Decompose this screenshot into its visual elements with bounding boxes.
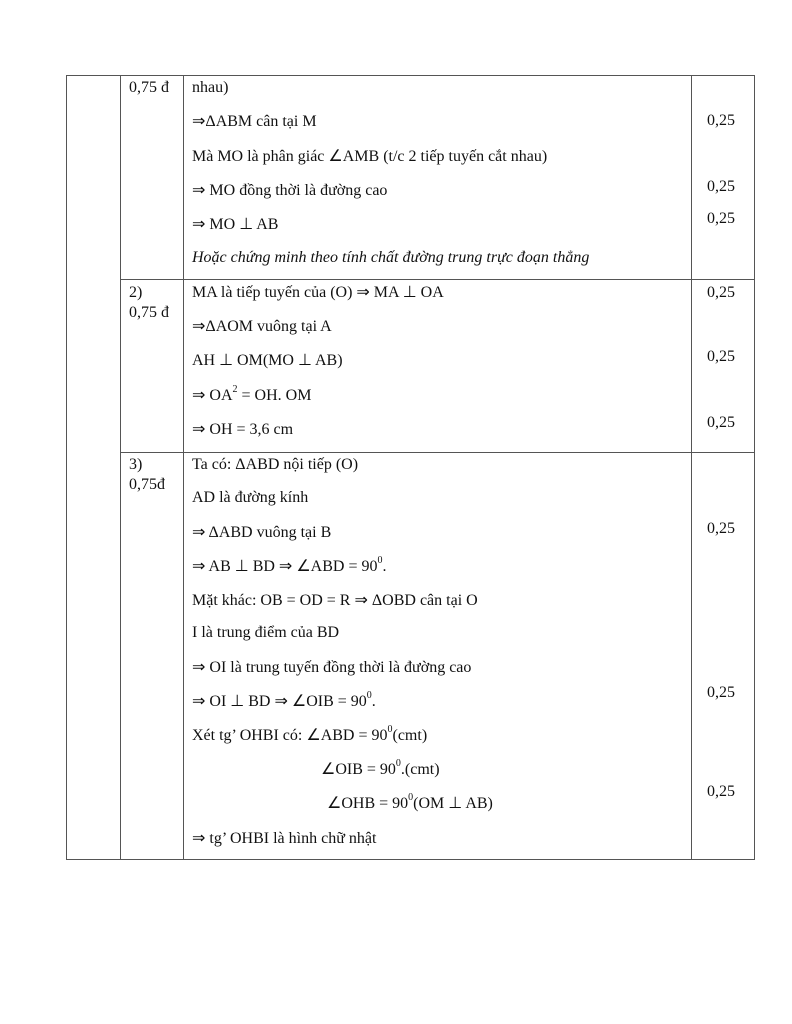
score: 0,25 [707,284,735,301]
score: 0,25 [707,684,735,701]
solution-line: MA là tiếp tuyến của (O) ⇒ MA ⊥ OA [192,284,444,301]
superscript: 0 [408,791,414,803]
part-label: 3) [129,456,143,473]
part-label: 0,75 đ [129,79,169,96]
solution-line [192,554,387,577]
solution-line: ⇒ MO đồng thời là đường cao [192,182,388,199]
column-divider [120,76,121,859]
solution-line: ⇒ OH = 3,6 cm [192,421,294,438]
answer-table [66,75,755,860]
score: 0,25 [707,210,735,227]
superscript: 0 [377,554,383,566]
solution-line: AH ⊥ OM(MO ⊥ AB) [192,352,343,369]
solution-text: ⇒ AB ⊥ BD ⇒ ∠ABD = 90 [192,558,378,575]
solution-text: (cmt) [392,727,428,744]
superscript: 0 [387,723,393,735]
score: 0,25 [707,178,735,195]
score: 0,25 [707,348,735,365]
part-label: 2) [129,284,143,301]
solution-line [327,791,493,814]
score: 0,25 [707,520,735,537]
row-divider [120,452,754,453]
solution-text: .(cmt) [400,761,440,778]
solution-line: ⇒ ΔABD vuông tại B [192,524,332,541]
solution-line: AD là đường kính [192,489,309,506]
solution-line: ⇒ tg’ OHBI là hình chữ nhật [192,830,377,847]
solution-text: . [382,558,387,575]
solution-line: Ta có: ΔABD nội tiếp (O) [192,456,359,473]
solution-text: ⇒ OI ⊥ BD ⇒ ∠OIB = 90 [192,693,367,710]
solution-line [192,689,376,712]
part-label: 0,75 đ [129,304,169,321]
solution-line [192,723,428,746]
solution-line: ⇒ΔABM cân tại M [192,113,317,130]
score: 0,25 [707,783,735,800]
column-divider [691,76,692,859]
solution-text: ∠OHB = 90 [327,795,409,812]
column-divider [183,76,184,859]
solution-line: ⇒ MO ⊥ AB [192,216,279,233]
score: 0,25 [707,112,735,129]
row-divider [120,279,754,280]
solution-text: ⇒ OA [192,387,233,404]
solution-line: Mặt khác: OB = OD = R ⇒ ΔOBD cân tại O [192,592,478,609]
superscript: 0 [395,757,401,769]
part-label: 0,75đ [129,476,165,493]
solution-text: = OH. OM [237,387,312,404]
solution-text: ∠OIB = 90 [321,761,396,778]
solution-line [321,757,440,780]
superscript: 0 [366,689,372,701]
score: 0,25 [707,414,735,431]
solution-line: Hoặc chứng minh theo tính chất đường trung trực đoạn thẳng [192,249,590,266]
solution-line: I là trung điểm của BD [192,624,340,641]
solution-line: Mà MO là phân giác ∠AMB (t/c 2 tiếp tuyến cắt nhau) [192,148,548,165]
solution-line [192,383,312,406]
solution-text: (OM ⊥ AB) [413,795,493,812]
solution-text: . [371,693,376,710]
solution-text: Xét tg’ OHBI có: ∠ABD = 90 [192,727,388,744]
superscript: 2 [232,383,238,395]
solution-line: ⇒ΔAOM vuông tại A [192,318,332,335]
solution-line: ⇒ OI là trung tuyến đồng thời là đường cao [192,659,472,676]
solution-line: nhau) [192,79,229,96]
